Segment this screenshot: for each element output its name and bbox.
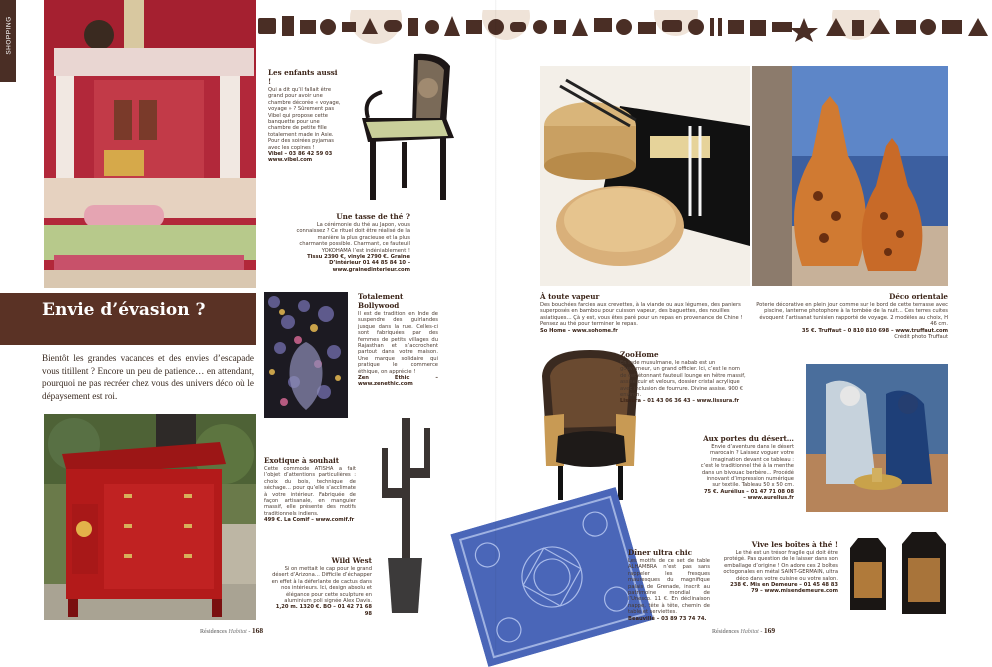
intro-paragraph: Bientôt les grandes vacances et des envies d’escapade vous titillent ? Encore un peu de patience… en attendant, pourquoi ne pas recréer chez vous des univers déco où le dépaysement est roi.	[42, 353, 254, 401]
phone-icon	[282, 16, 294, 36]
caption-contact: Vibel – 03 86 42 59 03 www.vibel.com	[268, 151, 333, 164]
caption-contact: 238 €. Mis en Demeure – 01 45 48 83 79 – www.misendemeure.com	[730, 582, 838, 595]
photo-steamer-baskets	[540, 66, 750, 286]
folio-right: Résidences Habitat - 169	[712, 626, 776, 635]
photo-girl-bedroom	[44, 0, 256, 288]
caption-text: Si on mettait le cap pour le grand désert d’Arizona… Difficile d’échapper en effet à la déferlante de cactus dans nos intérieurs. Ici, design absolu et élégance pour cette sculpture en aluminium poli signée Alex Davis.	[271, 566, 372, 605]
briefcase-icon	[942, 20, 962, 34]
caption-text: Les motifs de ce set de table ALHAMBRA n’est pas sans rappeler les fresques mauresques du magnifique palais de Grenade, inscrit au patrimoine mondial de l’Unesco. 11 €. En déclinaison nappe, tête à tête, chemin de table et serviettes.	[628, 558, 710, 616]
bed-icon	[772, 22, 792, 32]
caption-title: Aux portes du désert…	[703, 434, 794, 443]
caption-contact: 75 €. Aurélius – 01 47 71 08 08 – www.aurelius.fr	[703, 488, 794, 502]
chest-icon	[466, 20, 482, 34]
plate-icon	[688, 19, 704, 35]
plant-icon	[572, 18, 588, 36]
envelope-icon	[896, 20, 916, 34]
caption-title: À toute vapeur	[540, 292, 600, 301]
caption-credit: Crédit photo Truffaut	[894, 334, 948, 341]
photo-cactus-sculpture	[374, 408, 436, 620]
page-title: Envie d’évasion ?	[42, 300, 206, 320]
caption-contact: Zen Ethic – www.zenethic.com	[358, 375, 438, 388]
caption-zoohome	[620, 350, 748, 405]
caption-title: ZooHome	[620, 350, 659, 359]
caption-contact: 1,20 m. 1320 €. BO – 01 42 71 68 98	[275, 604, 372, 617]
caption-orientale	[754, 292, 948, 340]
sofa-icon	[638, 22, 656, 34]
lamp-icon	[920, 19, 936, 35]
tv-icon	[728, 20, 744, 34]
pictogram-strip	[256, 10, 992, 44]
caption-contact: Beauvillé – 03 89 73 74 74.	[628, 615, 707, 622]
caption-text: Poterie décorative en plein jour comme sur le bord de cette terrasse avec piscine, lanterne photophore à la tombée de la nuit… Ces terres cuites évoquent l’artisanat tunisien rapporté de voyage. 2 modèles au choix, H 46 cm.	[756, 302, 948, 328]
caption-contact: So Home – www.sohome.fr	[540, 327, 618, 334]
folio-mag: Habitat	[228, 629, 247, 635]
caption-text: Cette commode ATISHA a fait l’objet d’attentions particulières : choix du bois, technique de séchage… pour qu’elle s’acclimate à votre intérieur. Fabriquée de façon artisanale, en manguier massif, elle présente des motifs traditionnels indiens.	[264, 466, 356, 517]
caption-title: Wild West	[331, 556, 372, 565]
pill-icon	[384, 20, 402, 32]
caption-title: Exotique à souhait	[264, 456, 340, 465]
caption-text: Il est de tradition en Inde de suspendre des guirlandes jusque dans la rue. Celles-ci sont fabriquées par des femmes de petits villages du Rajasthan et s’accrochent partout dans votre maison. Une marque solidaire qui pratique le commerce éthique, on apprécie !	[358, 311, 438, 375]
caption-desert	[700, 434, 794, 502]
gear-icon	[616, 19, 632, 35]
section-tab-label: SHOPPING	[5, 16, 13, 55]
caption-title: Totalement Bollywood	[358, 292, 404, 310]
caption-text: Le thé est un trésor fragile qui doit être protégé. Pas question de le laisser dans son emballage d’origine ! On adore ces 2 boîtes octogonales en métal SAINT-GERMAIN, ultra déco dans votre cuisine ou votre salon.	[723, 550, 838, 582]
box-icon	[342, 22, 356, 32]
folio-brand: Résidences	[200, 629, 227, 635]
tools-icon	[968, 18, 988, 36]
section-tab	[0, 0, 16, 82]
photo-tea-boxes	[842, 528, 954, 620]
clock-icon	[533, 20, 547, 34]
caption-text: Des bouchées farcies aux crevettes, à la viande ou aux légumes, des paniers superposés en bambou pour cuisson vapeur, des baguettes, des nouilles asiatiques… Çà y est, vous êtes paré pour un repas en provenance de Chine ! Pensez au thé pour terminer le repas.	[540, 302, 743, 328]
bathtub-icon	[662, 20, 682, 32]
knife-icon	[718, 18, 722, 36]
folio-brand: Résidences	[712, 629, 739, 635]
caption-the	[294, 212, 410, 273]
photo-desert-tea-painting	[806, 364, 948, 512]
caption-bollywood	[358, 292, 438, 388]
caption-text: Qui a dit qu’il fallait être grand pour avoir une chambre décorée « voyage, voyage » ? Sûrement pas Vibel qui propose cette banquette pour une chambre de petite fille totalement made in Asie. Pour des soirées pyjamas avec les copines !	[268, 87, 341, 151]
caption-contact: 35 €. Truffaut – 0 810 810 698 – www.truffaut.com	[801, 327, 948, 334]
photo-alhambra-placemat	[450, 487, 653, 667]
folio-left: Résidences Habitat - 168	[200, 626, 264, 635]
folio-mag: Habitat	[740, 629, 759, 635]
car-icon	[510, 22, 526, 32]
stairs-icon	[750, 20, 766, 36]
caption-vapeur	[540, 292, 744, 334]
caption-text: Envie d’aventure dans le désert marocain ? Laissez voguer votre imagination devant ce tableau : c’est le traditionnel thé à la menthe dans un bivouac berbère… Procédé innovant d’impression numérique sur textile. Tableau 50 x 50 cm.	[700, 444, 794, 489]
caption-exotique	[264, 456, 356, 524]
caption-contact: Lissura – 01 43 06 36 43 – www.lissura.fr	[620, 398, 740, 405]
caption-title: Une tasse de thé ?	[336, 212, 410, 221]
caption-contact: Tissu 2390 €, vinyle 2790 €. Graine D’intérieur 01 44 85 84 10 - www.grainedinterieur.com	[307, 254, 410, 273]
caption-title: Vive les boîtes à thé !	[751, 540, 838, 549]
photo-terracotta-lanterns	[752, 66, 948, 286]
caption-ultrachic	[628, 548, 710, 622]
caption-title: Dîner ultra chic	[628, 548, 692, 557]
caption-contact: 499 €. La Comif – www.comif.fr	[264, 517, 355, 524]
tree-icon	[444, 16, 460, 36]
folio-page-number: 168	[251, 626, 264, 635]
caption-boites	[722, 540, 838, 595]
photo-yokohama-chair	[342, 48, 464, 208]
bulb-icon	[425, 20, 439, 34]
folio-page-number: 169	[763, 626, 776, 635]
photo-red-commode	[44, 414, 256, 620]
star-icon	[790, 18, 818, 42]
door-icon	[408, 18, 418, 36]
caption-text: En Inde musulmane, le nabab est un gouverneur, un grand officier. Ici, c’est le nom de cet étonnant fauteuil lounge en hêtre massif, assise cuir et velours, dossier cristal acrylique avec inclusion de fourrure. Divine assise. 900 € environ.	[620, 360, 746, 399]
photo-garlands	[264, 292, 348, 418]
caption-enfants	[268, 68, 342, 164]
gift-icon	[554, 20, 566, 34]
caption-title: Les enfants aussi !	[268, 68, 338, 86]
caption-wildwest	[268, 556, 372, 617]
tv-icon	[300, 20, 316, 34]
computer-icon	[594, 18, 612, 32]
cup-icon	[852, 20, 864, 36]
page-gutter	[495, 0, 497, 650]
caption-text: La cérémonie du thé au Japon, vous connaissez ? Ce rituel doit être réalisé de la manière la plus gracieuse et la plus charmante possible. Charmant, ce fauteuil YOKOHAMA l’est indéniablement !	[296, 222, 410, 254]
caption-title: Déco orientale	[889, 292, 948, 301]
target-icon	[320, 19, 336, 35]
radio-icon	[258, 18, 276, 34]
fork-icon	[710, 18, 714, 36]
